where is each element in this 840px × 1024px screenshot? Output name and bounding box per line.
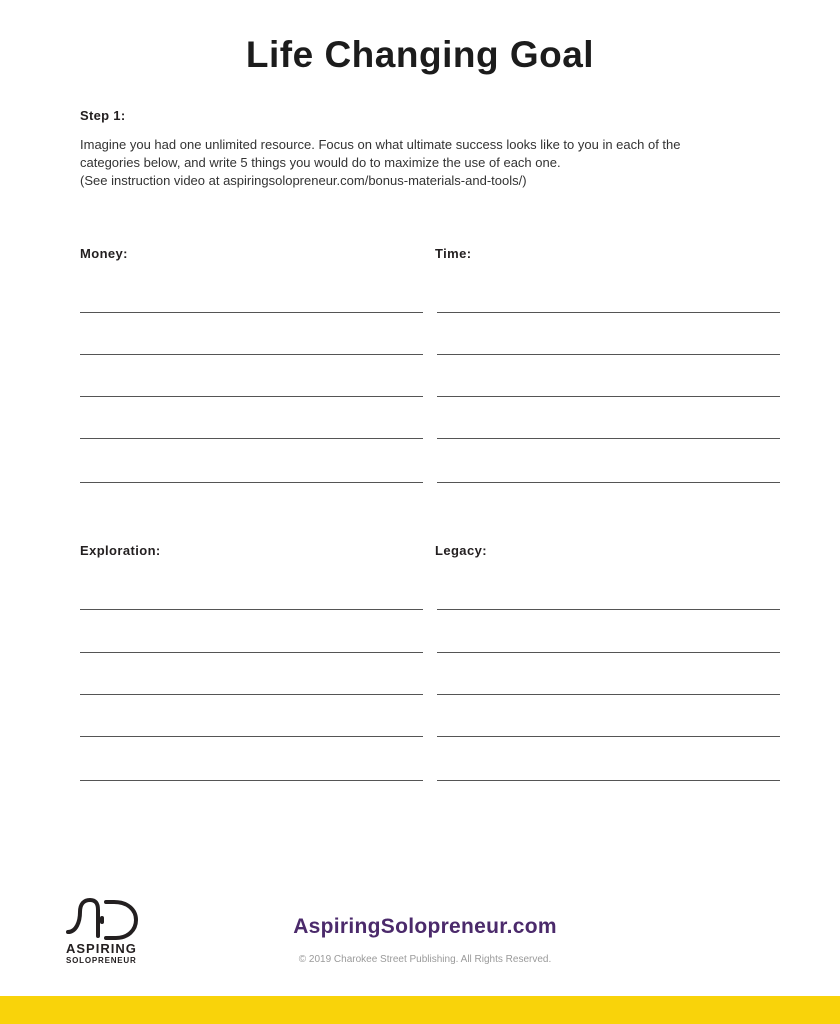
instructions-line: (See instruction video at aspiringsolopreneur.com/bonus-materials-and-tools/) (80, 173, 527, 188)
money-line-3[interactable] (80, 396, 423, 397)
logo-wordmark-line1: ASPIRING (66, 941, 137, 956)
money-label: Money: (80, 246, 128, 261)
time-label: Time: (435, 246, 472, 261)
logo-wordmark-line2: SOLOPRENEUR (66, 956, 137, 965)
page-title: Life Changing Goal (245, 34, 595, 75)
site-url-link[interactable]: AspiringSolopreneur.com (293, 915, 557, 938)
time-line-2[interactable] (437, 354, 780, 355)
legacy-line-4[interactable] (437, 736, 780, 737)
instructions (80, 136, 770, 190)
legacy-line-2[interactable] (437, 652, 780, 653)
money-line-4[interactable] (80, 438, 423, 439)
legacy-line-5[interactable] (437, 780, 780, 781)
exploration-line-4[interactable] (80, 736, 423, 737)
exploration-line-5[interactable] (80, 780, 423, 781)
legacy-line-1[interactable] (437, 609, 780, 610)
exploration-line-2[interactable] (80, 652, 423, 653)
exploration-line-1[interactable] (80, 609, 423, 610)
copyright-notice: © 2019 Charokee Street Publishing. All Rights Reserved. (298, 954, 552, 965)
legacy-line-3[interactable] (437, 694, 780, 695)
money-line-1[interactable] (80, 312, 423, 313)
step-label: Step 1: (80, 108, 126, 123)
instructions-line: Imagine you had one unlimited resource. Focus on what ultimate success looks like to you in each of the (80, 137, 681, 152)
money-line-5[interactable] (80, 482, 423, 483)
time-line-1[interactable] (437, 312, 780, 313)
time-line-4[interactable] (437, 438, 780, 439)
time-line-5[interactable] (437, 482, 780, 483)
legacy-label: Legacy: (435, 543, 487, 558)
money-line-2[interactable] (80, 354, 423, 355)
instructions-line: categories below, and write 5 things you would do to maximize the use of each one. (80, 155, 561, 170)
exploration-label: Exploration: (80, 543, 161, 558)
time-line-3[interactable] (437, 396, 780, 397)
bottom-accent-bar (0, 996, 840, 1024)
exploration-line-3[interactable] (80, 694, 423, 695)
